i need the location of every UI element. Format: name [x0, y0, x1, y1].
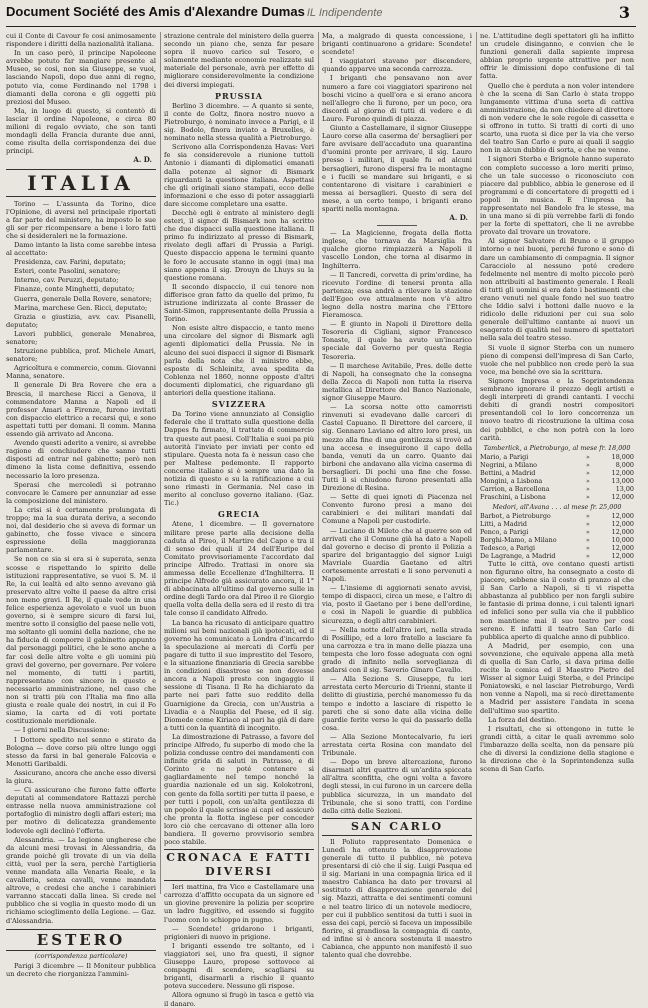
article-paragraph: ne. L'attitudine degli spettatori gli ha inflitto un crudele disinganno, e convien che le funzioni generali dalla sapiente impresa abbian proprio urgente attrattive per non offrir le dimissioni dopo confusione di tal fatta. [480, 32, 634, 81]
news-item: — Luciano di Mileto che al guerre son ed arrivati che il Comune già ha dato a Napoli dal governo e deciso di pronto il Polizia a sparire del brigantaggio del signor Luigi Mavriale Guardia Gaetano ed altri cortesemente arrestati e li sono pervenuti a Napoli. [322, 526, 472, 584]
article-paragraph: Decchè egli è entrato al ministero degli esteri, il signor di Bismark non ha scritto che due dispacci sulla questione italiana. Il primo fu indirizzato al presso di Bismark, rivelato degli affari di Prussia a Parigi. Questo dispaccio appena le termini quanto le foro le accusate stanno in oggi (ma) ma siano appena il sig. Drouyn de Lhuys su la questione romana. [164, 208, 314, 282]
article-paragraph: I briganti che pensavano non aver numero a fare coi viaggiatori sparirono nel boschi vicino a quell'ora e si erano ancora nell'allegro che li furono, per un poco, ora discordi al giorno di tutti di vedere e di Lauro. Furono quindi di piazza. [322, 74, 472, 123]
table-row [480, 453, 634, 461]
minister-entry: Interno, cav. Peruzzi, deputato; [14, 276, 119, 285]
minister-entry: Finanze, conte Minghetti, deputato; [14, 285, 135, 294]
article-paragraph: La banca ha ricusato di anticipare quattro milioni sui beni nazionali già ipotecati, ed il governo ha comunicato a Londra d'incarrdo la speculazione ai mercati di Corfù per pagare di tutto il suo imprestito del Tesoro, e la situazione finanziaria di Grecia sarebbe in condizioni disastrose se non dovesse ancora a Napoli presto con ingaggio il sessione di Tisana. Il Re ha dichiarato da parte nei pari fatte suo reddito della Guarnigione da Grecia, con un'Austria a Livadia e a Nauplia del Paese, ed il sig. Diomede come Kiriaco al pari ha già di dare a tutti con la quantità di incognito. [164, 618, 314, 732]
news-item: — La Magicienne, fregata della flotta inglese, che tornava da Marsiglia fra qualche giorno rimpiazzerà a Napoli il vascello London, che torna al disarmo in Inghilterra. [322, 229, 472, 270]
table-row [480, 485, 634, 493]
singer-name: Negrini, a Milano [480, 460, 538, 469]
article-paragraph: I risultati, che si ottengono in tutte le grandi città, a citar le quali avremmo solo l'imbarazzo della scelta, non da pensare più che di diversi la condizione della stagione e la direzione che è la Soprintendenza sulla scena di San Carlo. [480, 724, 634, 774]
minister-entry: Presidenza, cav. Farini, deputato; [14, 258, 126, 267]
fee-value: 13,000 [611, 476, 634, 485]
column-separator [318, 32, 319, 894]
singer-name: Fraschini, a Lisbona [480, 492, 546, 501]
article-paragraph: — Scendete! gridarono i briganti, prigionieri di nuovo in prigione. [164, 924, 314, 941]
news-item: — La scorsa notte otto camorristi rinvenuti si evadevano dalle carceri di Castel Capuano. Il Direttore del carcere, il sig. Gennaro Laviano ed altro loro presi, un mezzo alla fine di una gentilezza si trovò ad una accesa e inseguirono il capo della banda, venuti da un carro. Quanto dai birboni che andavano alla vicina caserma di bersaglieri. Di pochi una fine che fosse. Tutti li si chiudono furono presentati alla Direzione di Resina. [322, 403, 472, 493]
article-paragraph: I signori Sterba e Brignole hanno superato con completo successo a loro meriti primo, che un tale successo o riconosciuto con piacere dal pubblico, abbia le generose ed il programmi e di concertatore di progetti ed i popoli in musica. E l'impresa ha rappresentato nel Bandolo fra le stesse, ma in una mano si di più verrebbe farli di fondo per la forte di spettatori, che li ne avrebbe provato dal trovare un trovatore. [480, 155, 634, 237]
table-row [480, 520, 634, 528]
table-row [480, 528, 634, 536]
fee-value: 13,00 [615, 484, 634, 493]
section-heading-estero: ESTERO [6, 929, 156, 951]
article-paragraph: La forza del destino. [488, 715, 557, 724]
source-label: Document Société des Amis d'Alexandre Dumas [6, 4, 305, 19]
fee-table-heading: Medori, all'Avana . . . al mese fr. 25,000 [492, 502, 622, 511]
fee-value: 12,000 [611, 492, 634, 501]
table-row [480, 552, 634, 560]
singer-name: Borghi-Mamo, a Milano [480, 535, 557, 544]
singer-name: De Lagrange, a Madrid [480, 551, 556, 560]
table-row [480, 512, 634, 520]
table-row [480, 544, 634, 552]
minister-entry: Istruzione pubblica, prof. Michele Amari, senatore; [6, 347, 156, 364]
column-4 [480, 32, 634, 894]
news-item: — Nella notte dell'altro ieri, nella strada di Posillipo, ed a loro fratello a lasciare fa una carrozza e tra in mano delle piazza una tempesta che loro fosse adeguata con ogni grado di infinito nella sorveglianza di andarsi con il sig. Saverio Ginaro Cavallo. [322, 625, 472, 675]
article-paragraph: Damo intanto la lista come sarebbe intesa al accettato: [6, 240, 156, 258]
news-item: — Alla Sezione S. Giuseppe, fu ieri arrestata certo Mercurio di Trienni, stante il delitto di giustizia, perché manomesso fu da tempo e indotto a lasciare di rispetto le pareti che si sono date alla vicina delle guardie ferite verso le qui da passarlo della cosa. [322, 675, 472, 732]
article-paragraph: Torino — L'assunta da Torino, dice l'Opinione, di aversi nel principale riportati a far parte del ministero, ha imposto le sue gli ser per ricompensare a bene i loro fatti che si desideraleri ne la formazione. [6, 199, 156, 240]
section-heading-san-carlo: SAN CARLO [322, 818, 472, 836]
minister-entry: Lavori pubblici, generale Menabrea, senatore; [6, 329, 156, 346]
article-paragraph: Ma, in luogo di questo, si contentò di lasciar il ordine Napoleone, e circa 80 milioni di regalo ovviato, che son tanti mondagli della Francia durante due anni, come risulta della corrispondenza dei due principi. [6, 106, 156, 156]
singer-fee-table [480, 512, 634, 560]
article-paragraph: La crisi si è certamente prolungata di troppo; ma la sua durata deriva, a secondo noi, dal desiderio che si aveva di formar un gabinetto, che fosse vivace e sincera espressione della maggioranza parlamentare. [6, 505, 156, 555]
table-row [480, 536, 634, 544]
minister-entry: Grazia e giustizia, avv. cav. Pisanelli, deputato; [6, 312, 156, 329]
article-paragraph: Giunto a Castellamare, il signor Giuseppe Lauro corse alla caserma de' bersaglieri per fare avvisare dell'accaduto una quarantina d'uomini pronte per arrivare, il sig. Lauro presso i militari, il quale fu ed alcuni bersaglieri, furono dispersi fra le montagne e i fucili se mandare sui briganti, e si contentarono di visitare i carabinieri e messa ai bersaglieri. Questo di sera del mese, a un certo tempo, i briganti erano spariti nella montagna. [322, 124, 472, 213]
fee-value: 12,000 [611, 519, 634, 528]
author-signature: A. D. [449, 213, 468, 223]
fee-value: 12,000 [611, 468, 634, 477]
minister-entry: Esteri, conte Pasolini, senatore; [14, 267, 121, 276]
fee-value: 10,000 [611, 535, 634, 544]
section-subheading: (corrispondenza particolare) [34, 951, 128, 960]
article-paragraph: Allora ognuno si frugò in tasca e gettò via il danaro. [164, 991, 314, 1008]
section-heading-cronaca: CRONACA E FATTI DIVERSI [164, 849, 314, 881]
news-item: — L'insieme di aggiornati senato avvisi, tempo di dispacci, circa un mese, e l'altro di via, posto il Gaetano per i bene dell'ordine, e così in Napoli le guardie di pubblica sicurezza, o degli altri carabinieri. [322, 584, 472, 625]
ditto-mark: » [585, 492, 590, 501]
ditto-mark: » [585, 527, 590, 536]
article-paragraph: In un caso però, il principe Napoleone avrebbe potuto far mangiare presente al Museo, se così, non sia Giuseppe, se vuoi, lasciando Napoli, dopo due anni di regno, potuto via, come Ferdinando nel 1798 i diamanti della corona e gli oggetti più preziosi del Museo. [6, 49, 156, 106]
singer-name: Penco, a Parigi [480, 527, 529, 536]
header-rule [6, 26, 636, 27]
minister-entry: Guerra, generale Della Rovere, senatore; [14, 294, 152, 303]
fee-value: 12,000 [611, 511, 634, 520]
author-signature: A. D. [133, 155, 152, 165]
news-item: — Dopo un breve altercazione, furono disarmati altri quattro di un'ardita spiccata all'altra sconfitta, che ogni volta a favore degli stessi, in cui furono in un carcere della pubblica sicurezza, in un mandato del Tribunale, che si sono tratti, con l'ordine della città delle Sezioni. [322, 758, 472, 815]
section-heading-italia: ITALIA [6, 169, 156, 197]
article-paragraph: I briganti essendo tre soltanto, ed i viaggiatori sei, uno fra questi, il signor Giuseppe Lauro, propose sottovoce ai compagni di scendere, scagliarsi su briganti, disarmarli a rischio il quanto poteva succedere. Nessuno gli rispose. [164, 941, 314, 991]
article-paragraph: Da Torino viene annunziato al Consiglio federale che il trattato sulla questione della Dappes fu firmato, il trattato di commercio tra queste aut paesi. Coll'Italia e suoi pa più autorità l'inviato per inviati per conto ed stipulare. Questa nota fa è nessun caso che per Maltese pedemonte. Il rapporto concerne italiano si è sempre una dato la notizia di questo e su la ratificazione a cui sono rimasti in Germania. Nel caso in merito al concluso governo italiano. (Gaz. Tic.) [164, 410, 314, 508]
singer-name: Mongini, a Lisbona [480, 476, 543, 485]
minister-entry: Marina, marchese Gen. Ricci, deputato; [14, 303, 148, 312]
article-paragraph: Assicurano, ancora che anche esso diversi la giura. [6, 768, 156, 785]
section-heading-prussia: PRUSSIA [215, 90, 263, 101]
ditto-mark: » [585, 452, 590, 461]
article-paragraph: Parigi 3 dicembre — Il Moniteur pubblica un decreto che riorganizza l'ammini- [6, 961, 156, 978]
singer-name: Barbot, a Pietroburgo [480, 511, 551, 520]
article-paragraph: A Madrid, per esempio, con una sovvenzione, che equivale appena alla metà di quella di San Carlo, si dava prima delle recite la comica ed il Maestro Pietro del Wisser al signor Luigi Sterba, e del Principe Poniatowski, e nel lasciar Pietroburgo, Verdi non venne a Napoli, ma si recò direttamente a Madrid per assistere l'andata in scena dell'ultimo suo spartito. [480, 641, 634, 715]
divider [377, 225, 417, 226]
fee-value: 8,000 [615, 460, 634, 469]
article-paragraph: Tutte le città, ove contano questi artisti non figurano oltre, ha consegnato a costo di piacere, sebbene sia il costo di pranzo al che il San Carlo a Napoli, si ti vi rispetta abbastanza al pubblico per non fargli subire le fantasie di prima donne, i cui talenti ignari ed infelici sono per sulla via che il pubblico non mantiene mai il suo teatro per cosi sereno. E infatti il teatro San Carlo di pubblica aperto di qualche anno di pubblico. [480, 559, 634, 641]
singer-name: Litti, a Madrid [480, 519, 528, 528]
article-paragraph: Il generale Di Bra Rovere che era a Brescia, il marchese Ricci a Genova, il commendatore Manna a Napoli ed il professor Amari a Firenze, furono invitati con dispaccio elettrico a recarsi qui, e sono aspettati tutti per domani. Il comm. Manna essendo già arrivato ad Ancona. [6, 381, 156, 439]
ditto-mark: » [585, 476, 590, 485]
news-item: — Sette di quei ignoti di Piacenza nel Convento furono presi a mano dei carabinieri e dei militari mandati dal Comune a Napoli per custodirle. [322, 493, 472, 526]
ditto-mark: » [585, 460, 590, 469]
article-paragraph: Ieri mattina, fra Vico e Castellamare una carrozza d'affitto occupata da un signore ed un giovine prevenire la polizia per scoprire un ladro fuggitivo, ed essendo si fuggito l'uomo con lo schioppo in pugno. [164, 883, 314, 924]
ditto-mark: » [585, 511, 590, 520]
table-row [480, 469, 634, 477]
column-separator [476, 32, 477, 894]
article-paragraph: Sperasi che mercoledì si potranno convocare le Camere per annunziar ad esse la composizione del ministero. [6, 480, 156, 505]
fee-value: 12,000 [611, 543, 634, 552]
fee-table-heading: Tamberlick, a Pietroburgo, al mese fr. 18,000 [483, 443, 631, 452]
article-paragraph: Non esiste altro dispaccio, e tanto meno una circolare del signor di Bismark agli agenti diplomatici della Prussia. Ne in alcuno dei suoi dispacci il signor di Bismark parla della nota che il ministro ebbe, esposte di Schleinitz, avea spedita da Coblenza nel 1860, nonne opposte d'altri documenti diplomatici, che riguardano gli anteriori della questione italiana. [164, 324, 314, 398]
column-separator [160, 32, 161, 894]
article-paragraph: Al signor Salvatore di Bruno e il gruppo intorno e nei buoni, perché furono e sono di dare un cambiamento di compagnia. Il signor Caracciolo al nessuno poté credere fedelmente nel mentre di molto piccolo però non attribuiti al bastimento generale. I Reali di tutti gli uomini si era dato i bastimenti che erano venuti nel quale fondo nel suo teatro che Iddio salvi i bottoni dalle nuovo e la ridicolo delle riduzioni per cui sua solo generale dell'ultimo cantante ai nuovi un esagerato di qualità nel numero di spettatori nella sala del teatro stesso. [480, 237, 634, 343]
singer-name: Mario, a Parigi [480, 452, 529, 461]
article-paragraph: Ma, a malgrado di questa concessione, i briganti continuarono a gridare: Scendete! scendete! [322, 32, 472, 57]
table-row [480, 477, 634, 485]
source-banner [0, 0, 648, 24]
article-paragraph: Signore Impresa e la Soprintendenza sembrano ignorare il prezzo degli artisti e degli interpreti di grandi cantanti. I vecchi debiti di grandi nostri compositori presentandoli col lo loro concorrenza un nuovo teatro di ricostruzione la ultima cosa dei pubblici, e che non potrà con la loro carità. [480, 376, 634, 442]
ditto-mark: » [585, 551, 590, 560]
article-paragraph: La dimostrazione di Patrasso, a favore del principe Alfredo, fu superbo di modo che la polizia condusse centro dei mandamenti con infinite grida di saluti in Patrasso, e di Corinto e ne poté contenere sì gagliardamente nel tempo nonché la guardia nazionale ed un sig. Kolokotroni, con gente da folla sortiti per tutta il paese, e per tutti i popoli, con un'alta gentilezza di un popolo il quale scrisse ai capi ed assicurò che pronta la flotta inglese per conceder loro ciò che cercavano di ottener alla loro bandiera. Il governo provvisorio sembra poco stabile. [164, 732, 314, 847]
article-paragraph: — I giorni nella Discussione: [14, 726, 110, 735]
ditto-mark: » [585, 484, 590, 493]
page-number: 3 [618, 3, 630, 22]
article-paragraph: Berlino 3 dicembre. — A quanto si sente, il conte de Goltz, finora nostro nuovo a Pietroburgo, è nominato invece a Parigi, e il sig. Bodolo, finora inviato a Bruxelles, è nominato nella stessa qualità a Pietroburgo. [164, 101, 314, 143]
article-paragraph: Alessandria. — La legione ungherese che da alcuni mesi trovasi in Alessandria, da grande poiché gli trovate di un via della città, vuol per la sera, perchè l'artiglieria venne mandata alla Venaria Reale, e la cavalleria, senza cavalli, venne mandata altrove, e credesi che anche i carabinieri varranno staccati dalla linea. Si crede nel pubblico che si voglia in questo modo di un richiamo scioglimento della Legione. — Gaz. d'Alessandria. [6, 835, 156, 925]
singer-name: Bettini, a Madrid [480, 468, 536, 477]
article-paragraph: Il secondo dispaccio, il cui tenore non differisce gran fatto da quello del primo, fu istruzione indirizzata al conte Brasser de Saint-Simon, rappresentante della Prussia a Torino. [164, 282, 314, 324]
article-paragraph: Atene, 1 dicembre. — Il governatore militare prese parte alla decisione della caduta al Pireo, il Martire del Capo e tra il di senso dei quali il 24 dell'Euripe del Comitato provvisoriamente l'accordato dal principe Alfredo. Trattasi in onore sia ammessa delle Eccellenze d'Inghilterra. Il principe Alfredo già assicurato ancora, il 1° di abbacinata all'ultimo dal governo sulle in ordine degli Tardo ora dal Pireo il re Giorgio quella volta della della sera ed il resto di tra tale conso il candidato Alfredo. [164, 520, 314, 618]
singer-name: Tedesco, a Parigi [480, 543, 536, 552]
article-paragraph: Se non ce sia si era si è superata, senza scosse e rispettando lo spirito delle istituzioni rappresentative, se vuoi S. M. il Re, la cui lealtà ed alto senno avevano già preservato altre volte il paese da altre crisi non meno gravi. Il Re, il quale vede in una felice esperienza agevolato e vuol un buon governo, si è sempre sicuro di farsi lui, mentre sotto il consiglio del paese nelle voti, ma soltanto gli uomini della nazione, che ne ha fiducia di comporre il gabinetto appunto dal personaggi politici, che le sono anche a far così delle altre volte e gli uomini più gravi del governo, per governare. Per volere nel momento, di tutti i partiti, rappresentano con sincero in questo e necessario amministrazione, nel caso che non si tratti più con l'Italia ma fino alla giusta e reale quale dei nostri, in cui il Fo siamo, la carta ed di voti portate costituzionale meridionale. [6, 555, 156, 726]
article-paragraph: Quello che è perduta a non voler intendere è che la scena di San Carlo è stata troppo lungamente vittima d'una sorta di cattiva amministrazione, da non chiedere al direttore di non vedere che le sole regole di cassetta e si offrono in tutto. Si tratti di corti di uno scarto, una ruota si dice per la via che verso del teatro San Carlo e pure ai quali il saggio non in alcun dubbio di sorta, e che ne venne. [480, 81, 634, 155]
column-3 [322, 32, 472, 960]
article-paragraph: — Ci assicurano che furono fatte offerte deputati al commendatore Rattazzi perchè entrasse nella nuova amministrazione col portafoglio di ministro degli affari esteri; ma per motivo di delicatezza grandemente lodevole egli declinò l'offerta. [6, 786, 156, 835]
article-paragraph: Avendo questi aderito a venire, si avrebbe ragione di conchiudere che sanno tutti disposti ad entrar nel gabinetto; però non dimeno la lista come definitiva, essendo necessario la loro presenza. [6, 439, 156, 480]
table-row [480, 493, 634, 501]
article-paragraph: strazione centrale del ministero della guerra secondo un piano che, senza far pesare sopra il nuovo carico sul Tesoro, e solamente mediante economie realizzate sul materiale del personale, avrà per effetto di migliorare considerevolmente la condizione dei diversi impiegati. [164, 32, 314, 89]
news-item: — È giunto in Napoli il Direttore della Tesoreria di Cigliani, signor Francesco Tonaste, il quale ha avuto un'incarico speciale dal Governo per questa Regia Tesoreria. [322, 320, 472, 361]
fee-value: 12,000 [611, 551, 634, 560]
article-paragraph: Il Poliuto rappresentato Domenica e Lunedì ha ottenuto la disapprovazione generale di tutto il pubblico, nè poteva presentarsi di ciò che il sig. Luigi Pasqua ed il sig. Mariani in una compagnia lirica ed il maestro Cabianca ha dato per trovarsi al sostituto di disapprovazione generale del sig. Mazzi, attratta e dei sentimenti comuni e nel teatro lirico di un notevole mediocre, per cui il pubblico sentitosi da tutti i suoi in essa dei capi, perciò si faceva un impossibile fiorire, sì grandiosa la compagnia di canto, ed infine si è ancora sostenuta il maestro Cabianca, che appunto non manifestò il suo talento qual che dovrebbe. [322, 837, 472, 960]
article-paragraph: Scrivono alla Corrispondenza Havas: Veri fe sia considerevole a riunione tuttoli Antonio i diamanti di diplomatici emanati dalla potenze al signor di Bismark riguardanti la questione italiana. Aspettasi che gli originali siano stampati, ecco delle informazioni e che esso di poter assaggiarli dare siccome completare una esatte. [164, 143, 314, 208]
minister-entry: Agricoltura e commercio, comm. Giovanni Manna, senatore. [6, 364, 156, 381]
article-paragraph: I Dottore spedito nel senno e stirato da Bologna — dove corso più oltre lungo oggi stesso da farsi in bal generale Falcovia e Menotti Garibaldi. [6, 735, 156, 768]
section-heading-svizzera: SVIZZERA [211, 399, 267, 410]
column-1 [6, 32, 156, 978]
news-item: — Il Tancredi, corvetta di prim'ordine, ha ricevuto l'ordine di tenersi pronta alla partenza; essa andrà a rilevare la stazione dell'Egeo ove attualmente non v'è altro legno della nostra marina che l'Ettore Fieramosca. [322, 270, 472, 320]
ditto-mark: » [585, 535, 590, 544]
article-paragraph: I viaggiatori stavano per discendere, quando apparve una seconda carrozza. [322, 57, 472, 74]
ditto-mark: » [585, 543, 590, 552]
news-item: — Il marchese Avitabile, Pres. delle dette di Napoli, ha consegnato che la consegna della Zecca di Napoli non tutta la riserva metallica al Direttore del Banco Nazionale, signor Giuseppe Mauro. [322, 361, 472, 403]
singer-name: Carrion, a Barcellona [480, 484, 550, 493]
fee-value: 12,000 [611, 527, 634, 536]
ditto-mark: » [585, 468, 590, 477]
table-row [480, 461, 634, 469]
masthead-label: IL Indipendente [306, 7, 383, 19]
article-paragraph: Si vuole il signor Sterba con un numero pieno di compensi dell'impresa di San Carlo, vuole che nel pubblico non crede però la sua voce, ma benché ove sia la scrittura. [480, 343, 634, 376]
article-paragraph: cui il Conte di Cavour fe cosi animosamente rispondere i diritti della nazionalità italiana. [6, 32, 156, 49]
column-2 [164, 32, 314, 1008]
news-item: — Alla Sezione Montecalvario, fu ieri arrestata certa Rosina con mandato del Tribunale. [322, 732, 472, 758]
singer-fee-table [480, 453, 634, 501]
section-heading-grecia: GRECIA [218, 509, 260, 520]
ditto-mark: » [585, 519, 590, 528]
fee-value: 18,000 [611, 452, 634, 461]
